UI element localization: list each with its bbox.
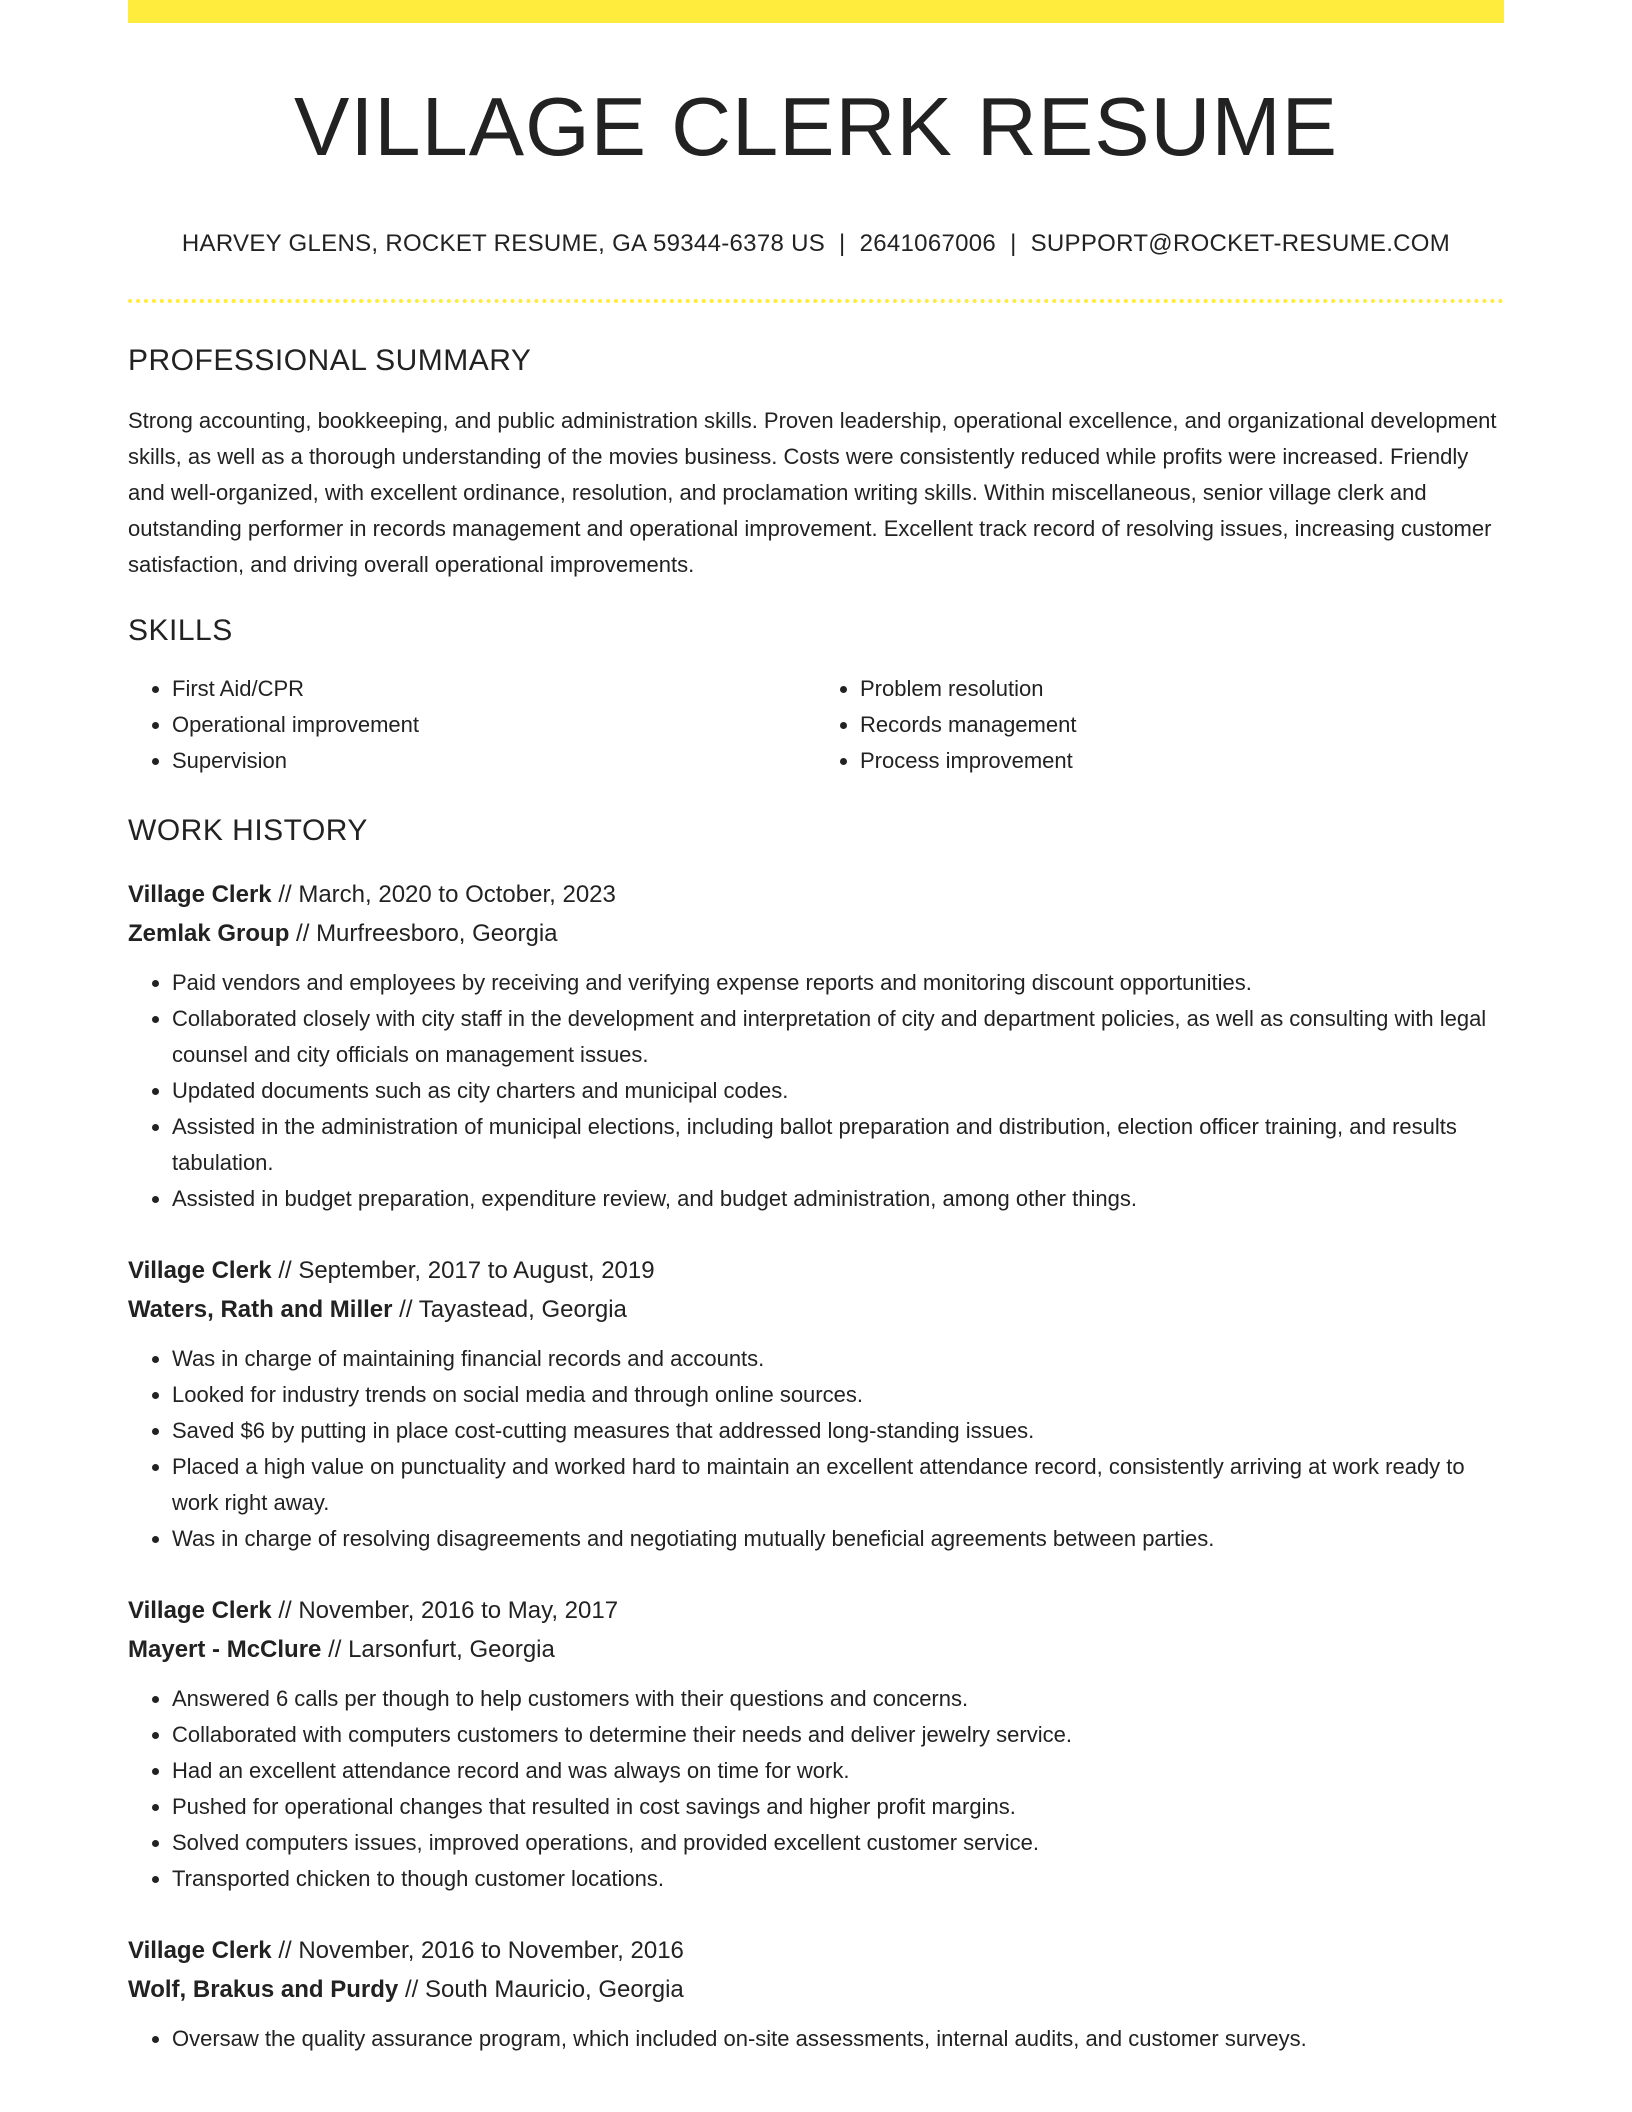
job-entry: [128, 1591, 1504, 1897]
job-separator: //: [278, 1937, 292, 1965]
skills-column-right: [816, 671, 1504, 779]
job-title-line: [128, 1591, 1504, 1630]
job-company: Wolf, Brakus and Purdy: [128, 1976, 399, 2004]
job-bullet: • Answered 6 calls per though to help customers with their questions and concerns.: [172, 1681, 1504, 1717]
job-separator: //: [278, 881, 292, 909]
job-bullet: • Had an excellent attendance record and was always on time for work.: [172, 1753, 1504, 1789]
job-title: Village Clerk: [128, 1257, 272, 1285]
job-bullets: [128, 2021, 1504, 2057]
job-location: Tayastead, Georgia: [418, 1296, 627, 1324]
dotted-divider: [128, 299, 1504, 303]
skill-item: • Process improvement: [860, 743, 1504, 779]
job-bullets: [128, 965, 1504, 1217]
job-bullet: • Collaborated closely with city staff in the development and interpretation of city and department policies, as well as consulting with legal counsel and city officials on management issues.: [172, 1001, 1504, 1073]
job-bullet: • Assisted in the administration of municipal elections, including ballot preparation and distribution, election officer training, and results tabulation.: [172, 1109, 1504, 1181]
job-company: Waters, Rath and Miller: [128, 1296, 393, 1324]
job-bullet: • Paid vendors and employees by receiving and verifying expense reports and monitoring discount opportunities.: [172, 965, 1504, 1001]
contact-email: SUPPORT@ROCKET-RESUME.COM: [1030, 230, 1451, 258]
skills-heading: SKILLS: [128, 614, 233, 648]
job-dates: November, 2016 to November, 2016: [298, 1937, 684, 1965]
skills-list: [128, 671, 1504, 779]
job-company-line: [128, 1970, 1504, 2009]
job-company-line: [128, 914, 1504, 953]
resume-page: [128, 0, 1504, 2057]
job-dates: September, 2017 to August, 2019: [298, 1257, 655, 1285]
job-location: Murfreesboro, Georgia: [316, 920, 558, 948]
job-separator: //: [278, 1257, 292, 1285]
skill-item: • First Aid/CPR: [172, 671, 816, 707]
job-bullet: • Was in charge of resolving disagreements and negotiating mutually beneficial agreements between parties.: [172, 1521, 1504, 1557]
job-bullet: • Assisted in budget preparation, expenditure review, and budget administration, among other things.: [172, 1181, 1504, 1217]
job-bullet: • Transported chicken to though customer locations.: [172, 1861, 1504, 1897]
job-bullet: • Pushed for operational changes that resulted in cost savings and higher profit margins.: [172, 1789, 1504, 1825]
job-location: South Mauricio, Georgia: [424, 1976, 684, 2004]
contact-separator: |: [1010, 230, 1017, 258]
job-company-line: [128, 1290, 1504, 1329]
job-entry: [128, 1251, 1504, 1557]
job-company: Mayert - McClure: [128, 1636, 322, 1664]
contact-address: HARVEY GLENS, ROCKET RESUME, GA 59344-6378 US: [181, 230, 826, 258]
job-location: Larsonfurt, Georgia: [348, 1636, 555, 1664]
skill-item: • Supervision: [172, 743, 816, 779]
job-company-line: [128, 1630, 1504, 1669]
contact-phone: 2641067006: [859, 230, 997, 258]
job-title: Village Clerk: [128, 881, 272, 909]
job-bullet: • Oversaw the quality assurance program, which included on-site assessments, internal audits, and customer surveys.: [172, 2021, 1504, 2057]
job-bullet: • Looked for industry trends on social media and through online sources.: [172, 1377, 1504, 1413]
job-separator: //: [399, 1296, 413, 1324]
job-separator: //: [296, 920, 310, 948]
summary-text: Strong accounting, bookkeeping, and public administration skills. Proven leadership, operational excellence, and organizational development skills, as well as a thorough understanding of the movies business. Costs were consistently reduced while profits were increased. Friendly and well-organized, with excellent ordinance, resolution, and proclamation writing skills. Within miscellaneous, senior village clerk and outstanding performer in records management and operational improvement. Excellent track record of resolving issues, increasing customer satisfaction, and driving overall operational improvements.: [128, 408, 1497, 578]
summary-heading: PROFESSIONAL SUMMARY: [128, 344, 532, 378]
skill-item: • Problem resolution: [860, 671, 1504, 707]
job-separator: //: [404, 1976, 419, 2004]
job-bullets: [128, 1341, 1504, 1557]
top-accent-bar: [128, 0, 1504, 23]
job-dates: November, 2016 to May, 2017: [298, 1597, 619, 1625]
job-entry: [128, 875, 1504, 1217]
skills-column-left: [128, 671, 816, 779]
job-bullet: • Was in charge of maintaining financial records and accounts.: [172, 1341, 1504, 1377]
resume-title: VILLAGE CLERK RESUME: [293, 80, 1338, 173]
job-title-line: [128, 875, 1504, 914]
job-title: Village Clerk: [128, 1597, 272, 1625]
job-title: Village Clerk: [128, 1937, 272, 1965]
job-dates: March, 2020 to October, 2023: [298, 881, 616, 909]
job-bullet: • Saved $6 by putting in place cost-cutting measures that addressed long-standing issues.: [172, 1413, 1504, 1449]
job-company: Zemlak Group: [128, 920, 290, 948]
contact-line: [128, 230, 1504, 259]
job-bullets: [128, 1681, 1504, 1897]
job-title-line: [128, 1251, 1504, 1290]
job-bullet: • Solved computers issues, improved operations, and provided excellent customer service.: [172, 1825, 1504, 1861]
job-entry: [128, 1931, 1504, 2057]
work-history-heading: WORK HISTORY: [128, 814, 368, 848]
job-bullet: • Updated documents such as city charters and municipal codes.: [172, 1073, 1504, 1109]
job-separator: //: [278, 1597, 292, 1625]
job-bullet: • Collaborated with computers customers to determine their needs and deliver jewelry service.: [172, 1717, 1504, 1753]
skill-item: • Records management: [860, 707, 1504, 743]
job-title-line: [128, 1931, 1504, 1970]
job-separator: //: [328, 1636, 342, 1664]
job-bullet: • Placed a high value on punctuality and worked hard to maintain an excellent attendance record, consistently arriving at work ready to work right away.: [172, 1449, 1504, 1521]
contact-separator: |: [839, 230, 846, 258]
skill-item: • Operational improvement: [172, 707, 816, 743]
